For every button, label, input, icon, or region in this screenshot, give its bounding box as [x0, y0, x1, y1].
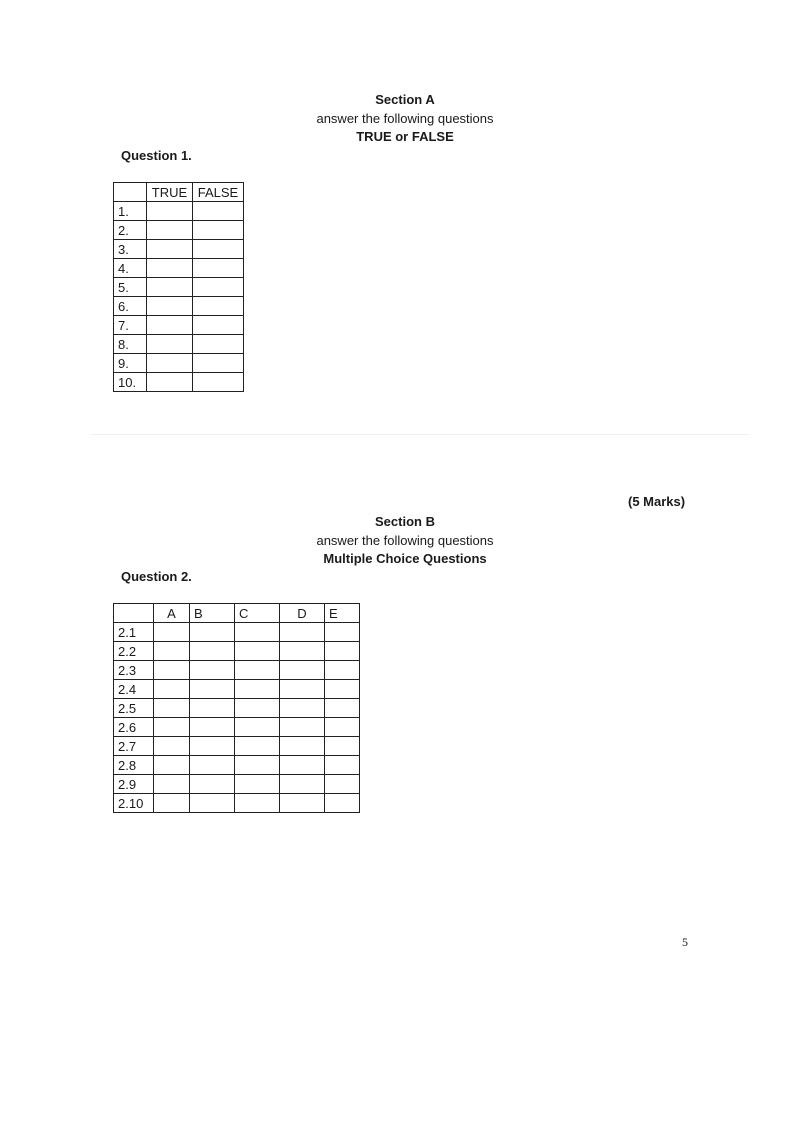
section-a-heading: Section A	[375, 92, 435, 107]
answer-cell[interactable]	[235, 642, 280, 661]
row-number-label: 6.	[114, 297, 147, 316]
table-header-e: E	[325, 604, 360, 623]
table-row	[114, 354, 244, 373]
answer-cell[interactable]	[147, 278, 193, 297]
row-number-label: 2.1	[114, 623, 154, 642]
answer-cell[interactable]	[154, 756, 190, 775]
row-number-label: 2.6	[114, 718, 154, 737]
answer-cell[interactable]	[147, 240, 193, 259]
row-number-label: 2.2	[114, 642, 154, 661]
table-row	[114, 775, 360, 794]
section-a-header	[0, 91, 794, 147]
row-number-label: 8.	[114, 335, 147, 354]
row-number-label: 3.	[114, 240, 147, 259]
table-row	[114, 278, 244, 297]
row-number-label: 9.	[114, 354, 147, 373]
answer-cell[interactable]	[235, 623, 280, 642]
answer-cell[interactable]	[235, 794, 280, 813]
row-number-label: 2.7	[114, 737, 154, 756]
answer-cell[interactable]	[280, 794, 325, 813]
answer-cell[interactable]	[325, 775, 360, 794]
answer-cell[interactable]	[325, 756, 360, 775]
table-header-false: FALSE	[193, 183, 244, 202]
row-number-label: 2.5	[114, 699, 154, 718]
answer-cell[interactable]	[193, 297, 244, 316]
answer-cell[interactable]	[235, 699, 280, 718]
answer-cell[interactable]	[147, 259, 193, 278]
answer-cell[interactable]	[280, 718, 325, 737]
answer-cell[interactable]	[154, 794, 190, 813]
section-b-header	[0, 513, 794, 569]
table-row	[114, 335, 244, 354]
table-row	[114, 221, 244, 240]
table-row	[114, 699, 360, 718]
row-number-label: 2.4	[114, 680, 154, 699]
answer-cell[interactable]	[193, 221, 244, 240]
table-header-c: C	[235, 604, 280, 623]
answer-cell[interactable]	[193, 278, 244, 297]
section-b-heading: Section B	[375, 514, 435, 529]
table-header-cell	[114, 183, 147, 202]
answer-cell[interactable]	[325, 699, 360, 718]
answer-cell[interactable]	[235, 718, 280, 737]
section-b-instruction: answer the following questions	[316, 532, 494, 548]
answer-cell[interactable]	[280, 623, 325, 642]
table-row	[114, 240, 244, 259]
answer-cell[interactable]	[190, 718, 235, 737]
answer-cell[interactable]	[147, 297, 193, 316]
marks-label: (5 Marks)	[628, 494, 686, 509]
table-row	[114, 259, 244, 278]
answer-cell[interactable]	[154, 661, 190, 680]
answer-cell[interactable]	[325, 737, 360, 756]
table-row	[114, 623, 360, 642]
answer-cell[interactable]	[280, 680, 325, 699]
answer-cell[interactable]	[147, 221, 193, 240]
question-2-title: Question 2.	[121, 569, 192, 584]
answer-cell[interactable]	[280, 642, 325, 661]
answer-cell[interactable]	[325, 623, 360, 642]
table-header-d: D	[280, 604, 325, 623]
table-row	[114, 661, 360, 680]
answer-cell[interactable]	[193, 316, 244, 335]
answer-cell[interactable]	[325, 794, 360, 813]
row-number-label: 2.9	[114, 775, 154, 794]
true-false-answer-table	[113, 182, 244, 392]
row-number-label: 2.	[114, 221, 147, 240]
answer-cell[interactable]	[193, 354, 244, 373]
answer-cell[interactable]	[235, 756, 280, 775]
answer-cell[interactable]	[147, 316, 193, 335]
table-row	[114, 737, 360, 756]
table-header-cell	[114, 604, 154, 623]
answer-cell[interactable]	[235, 680, 280, 699]
answer-cell[interactable]	[190, 699, 235, 718]
answer-cell[interactable]	[190, 775, 235, 794]
row-number-label: 10.	[114, 373, 147, 392]
answer-cell[interactable]	[235, 775, 280, 794]
answer-cell[interactable]	[325, 680, 360, 699]
answer-cell[interactable]	[280, 737, 325, 756]
answer-cell[interactable]	[190, 794, 235, 813]
section-a-type: TRUE or FALSE	[356, 129, 454, 144]
table-row	[114, 202, 244, 221]
table-row	[114, 373, 244, 392]
row-number-label: 1.	[114, 202, 147, 221]
answer-cell[interactable]	[190, 737, 235, 756]
table-header-true: TRUE	[147, 183, 193, 202]
table-row	[114, 297, 244, 316]
answer-cell[interactable]	[190, 623, 235, 642]
row-number-label: 4.	[114, 259, 147, 278]
section-b-type: Multiple Choice Questions	[323, 551, 487, 566]
table-header-row	[114, 604, 360, 623]
row-number-label: 2.3	[114, 661, 154, 680]
row-number-label: 7.	[114, 316, 147, 335]
table-row	[114, 794, 360, 813]
answer-cell[interactable]	[190, 642, 235, 661]
table-header-b: B	[190, 604, 235, 623]
answer-cell[interactable]	[280, 699, 325, 718]
row-number-label: 2.8	[114, 756, 154, 775]
answer-cell[interactable]	[325, 718, 360, 737]
answer-cell[interactable]	[154, 699, 190, 718]
table-row	[114, 756, 360, 775]
answer-cell[interactable]	[325, 642, 360, 661]
answer-cell[interactable]	[193, 373, 244, 392]
table-row	[114, 316, 244, 335]
answer-cell[interactable]	[147, 354, 193, 373]
answer-cell[interactable]	[154, 737, 190, 756]
answer-cell[interactable]	[193, 202, 244, 221]
answer-cell[interactable]	[147, 202, 193, 221]
table-row	[114, 718, 360, 737]
answer-cell[interactable]	[193, 240, 244, 259]
page-number: 5	[682, 935, 688, 949]
answer-cell[interactable]	[154, 775, 190, 794]
answer-cell[interactable]	[190, 661, 235, 680]
scan-artifact-line	[90, 434, 750, 435]
section-a-instruction: answer the following questions	[316, 110, 494, 126]
answer-cell[interactable]	[154, 718, 190, 737]
answer-cell[interactable]	[190, 756, 235, 775]
table-header-row	[114, 183, 244, 202]
answer-cell[interactable]	[193, 259, 244, 278]
row-number-label: 2.10	[114, 794, 154, 813]
answer-cell[interactable]	[280, 661, 325, 680]
answer-cell[interactable]	[154, 680, 190, 699]
answer-cell[interactable]	[280, 756, 325, 775]
answer-cell[interactable]	[154, 623, 190, 642]
answer-cell[interactable]	[154, 642, 190, 661]
answer-cell[interactable]	[325, 661, 360, 680]
answer-cell[interactable]	[235, 661, 280, 680]
table-row	[114, 642, 360, 661]
answer-cell[interactable]	[190, 680, 235, 699]
answer-cell[interactable]	[147, 373, 193, 392]
table-header-a: A	[154, 604, 190, 623]
answer-cell[interactable]	[235, 737, 280, 756]
row-number-label: 5.	[114, 278, 147, 297]
answer-cell[interactable]	[147, 335, 193, 354]
table-row	[114, 680, 360, 699]
answer-cell[interactable]	[193, 335, 244, 354]
question-1-title: Question 1.	[121, 148, 192, 163]
multiple-choice-answer-table	[113, 603, 360, 813]
answer-cell[interactable]	[280, 775, 325, 794]
